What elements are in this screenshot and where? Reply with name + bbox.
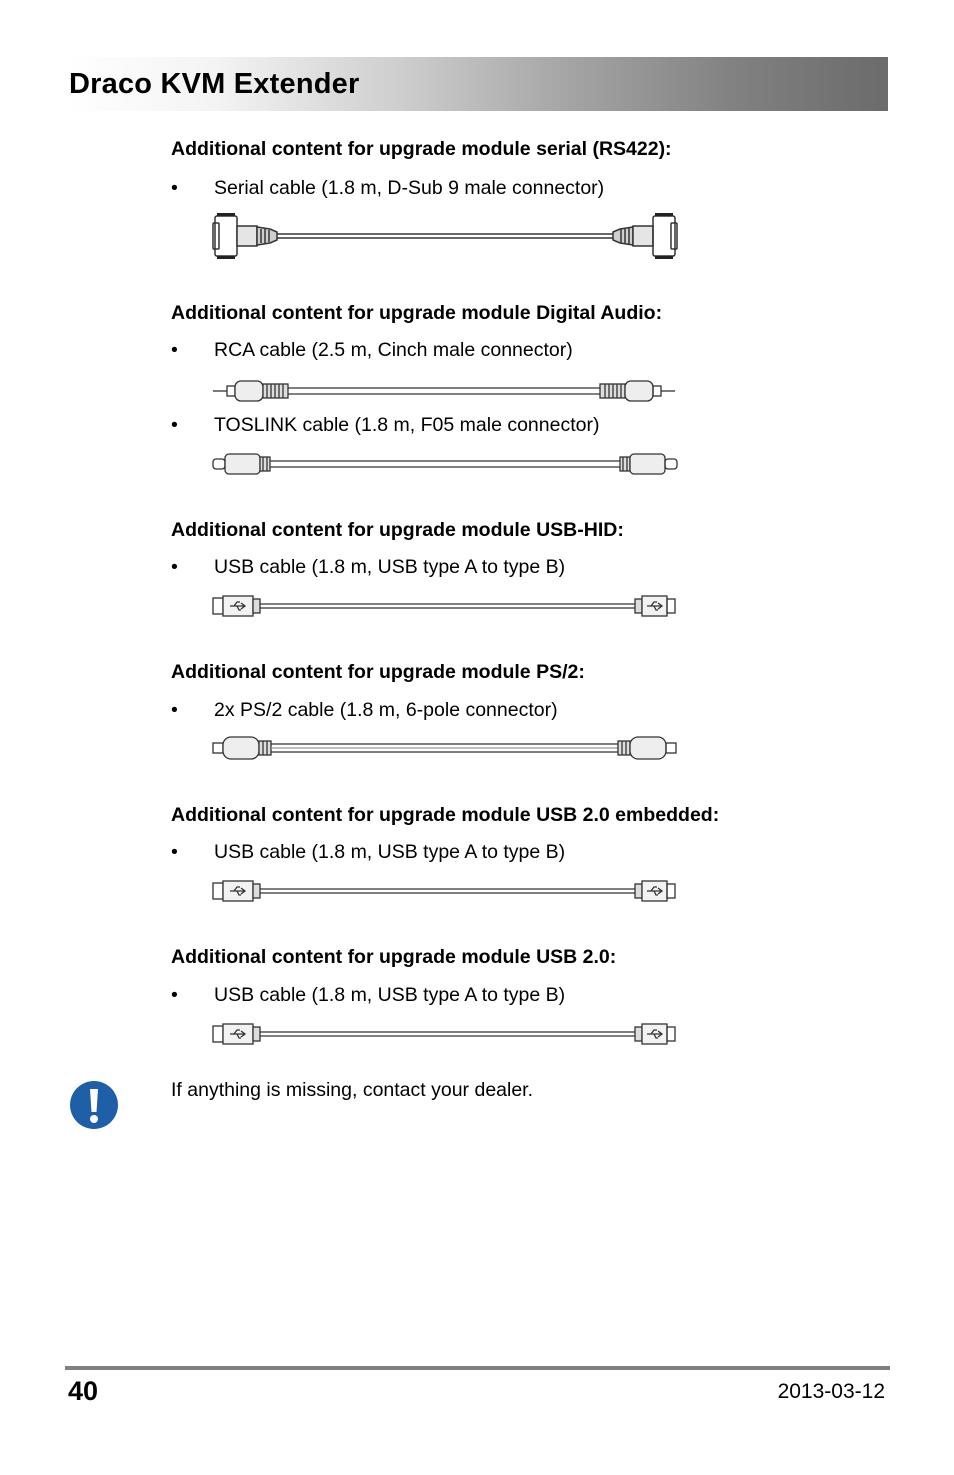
usb-cable-image <box>210 1020 680 1048</box>
note-text: If anything is missing, contact your dealer. <box>171 1079 534 1101</box>
bullet-marker: • <box>171 841 178 863</box>
exclamation-icon <box>69 1080 119 1130</box>
usb-cable-image <box>210 592 680 620</box>
bullet-marker: • <box>171 556 178 578</box>
section-heading-usb2-embedded: Additional content for upgrade module USB 2.0 embedded: <box>171 804 720 826</box>
footer-date: 2013-03-12 <box>777 1380 885 1403</box>
rca-cable-image <box>210 376 680 406</box>
document-title: Draco KVM Extender <box>69 68 360 100</box>
page-number: 40 <box>68 1376 99 1406</box>
section-heading-ps2: Additional content for upgrade module PS/2: <box>171 661 585 683</box>
bullet-marker: • <box>171 177 178 199</box>
list-item-text: USB cable (1.8 m, USB type A to type B) <box>214 841 566 863</box>
serial-cable-image <box>210 210 680 262</box>
bullet-marker: • <box>171 984 178 1006</box>
section-heading-usb2: Additional content for upgrade module USB 2.0: <box>171 946 617 968</box>
page-header <box>65 57 888 111</box>
bullet-marker: • <box>171 414 178 436</box>
list-item-text: RCA cable (2.5 m, Cinch male connector) <box>214 339 573 361</box>
usb-cable-image <box>210 877 680 905</box>
toslink-cable-image <box>210 450 680 478</box>
bullet-marker: • <box>171 699 178 721</box>
ps2-cable-image <box>210 734 680 762</box>
footer-divider <box>65 1366 890 1370</box>
section-heading-usb-hid: Additional content for upgrade module USB-HID: <box>171 519 624 541</box>
section-heading-serial: Additional content for upgrade module serial (RS422): <box>171 138 672 160</box>
section-heading-digital-audio: Additional content for upgrade module Digital Audio: <box>171 302 663 324</box>
list-item-text: USB cable (1.8 m, USB type A to type B) <box>214 984 566 1006</box>
bullet-marker: • <box>171 339 178 361</box>
list-item-text: TOSLINK cable (1.8 m, F05 male connector) <box>214 414 600 436</box>
list-item-text: Serial cable (1.8 m, D-Sub 9 male connector) <box>214 177 605 199</box>
list-item-text: USB cable (1.8 m, USB type A to type B) <box>214 556 566 578</box>
list-item-text: 2x PS/2 cable (1.8 m, 6-pole connector) <box>214 699 558 721</box>
